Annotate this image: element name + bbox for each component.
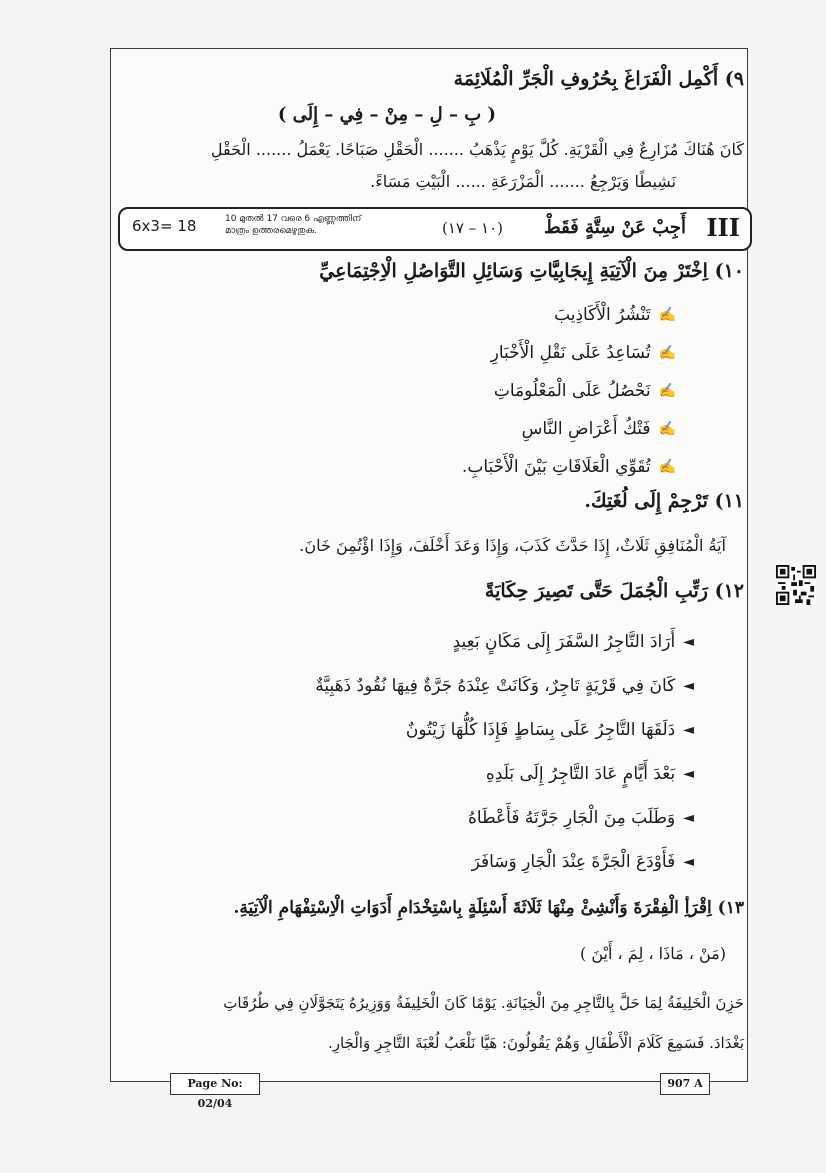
section-3-banner xyxy=(118,207,752,251)
triangle-icon: ◄ xyxy=(683,678,694,694)
qr-code-icon xyxy=(776,564,816,606)
q13-heading: ١٣) اِقْرَأِ الْفِقْرَةَ وَأَنْشِئْ مِنْهَا ثَلَاثَةَ أَسْئِلَةٍ بِاسْتِخْدَامِ أَدَوَاتِ الْاِسْتِفْهَامِ الْآتِيَةِ. xyxy=(233,898,744,918)
list-item: ◄ فَأَوْدَعَ الْجَرَّةَ عِنْدَ الْجَارِ وَسَافَرَ xyxy=(471,852,694,872)
q9-heading: ٩) أَكْمِل الْفَرَاغَ بِحُرُوفِ الْجَرِّ الْمُلَائِمَة xyxy=(453,68,744,90)
triangle-icon: ◄ xyxy=(683,854,694,870)
q13-line-2: بَغْدَادَ. فَسَمِعَ كَلَامَ الْأَطْفَالِ وَهُمْ يَقُولُونَ: هَيَّا نَلْعَبُ لُعْبَةَ التَّاجِرِ وَالْجَارِ. xyxy=(327,1034,744,1052)
pen-icon: ✍ xyxy=(658,307,676,323)
section-instruction-ml xyxy=(225,213,361,237)
q11-text: آيَةُ الْمُنَافِقِ ثَلَاثٌ، إِذَا حَدَّثَ كَذَبَ، وَإِذَا وَعَدَ أَخْلَفَ، وَإِذَا اؤْتُمِنَ خَانَ. xyxy=(299,536,726,555)
q9-options: ( بِ – لِ – مِنْ – فِي – إِلَى ) xyxy=(277,104,496,125)
list-item: ✍ نَحْصُلُ عَلَى الْمَعْلُومَاتِ xyxy=(493,381,676,401)
pen-icon: ✍ xyxy=(658,421,676,437)
list-item: ◄ كَانَ فِي قَرْيَةٍ تَاجِرٌ، وَكَانَتْ عِنْدَهُ جَرَّةٌ فِيهَا نُقُودٌ ذَهَبِيَّةٌ xyxy=(315,676,694,696)
q9-line-2: نَشِيطًا وَيَرْجِعُ ....... الْمَزْرَعَةِ ...... الْبَيْتِ مَسَاءً. xyxy=(370,172,676,191)
list-item: ✍ فَتْكُ أَعْرَاضِ النَّاسِ xyxy=(521,419,676,439)
pen-icon: ✍ xyxy=(658,459,676,475)
q9-line-1: كَانَ هُنَاكَ مُزَارِعٌ فِي الْقَرْيَةِ. كُلَّ يَوْمٍ يَذْهَبُ ....... الْحَقْلِ صَبَاحًا. يَعْمَلُ ....... الْحَقْلِ xyxy=(210,140,744,159)
q10-heading: ١٠) اِخْتَرْ مِنَ الْآتِيَةِ إِيجَابِيَّاتِ وَسَائِلِ التَّوَاصُلِ الْاِجْتِمَاعِيِّ xyxy=(319,260,744,282)
q11-heading: ١١) تَرْجِمْ إِلَى لُغَتِكَ. xyxy=(584,490,744,512)
section-instruction-ml-2: മാത്രം ഉത്തരമെഴുതുക. xyxy=(225,226,317,236)
list-item: ✍ تُقَوِّي الْعَلَاقَاتِ بَيْنَ الْأَحْبَابِ. xyxy=(461,457,676,477)
list-item: ◄ دَلَقَهَا التَّاجِرُ عَلَى بِسَاطٍ فَإِذَا كُلُّهَا زَيْتُونٌ xyxy=(405,720,694,740)
q13-tools: (مَنْ ، مَاذَا ، لِمَ ، أَيْنَ ) xyxy=(580,944,726,963)
list-item: ◄ أَرَادَ التَّاجِرُ السَّفَرَ إِلَى مَكَانٍ بَعِيدٍ xyxy=(452,632,694,652)
list-item: ✍ تُسَاعِدُ عَلَى نَقْلِ الْأَخْبَارِ xyxy=(490,343,676,363)
section-marks: 6x3= 18 xyxy=(132,217,197,235)
list-item: ◄ وَطَلَبَ مِنَ الْجَارِ جَرَّتَهُ فَأَعْطَاهُ xyxy=(468,808,694,828)
pen-icon: ✍ xyxy=(658,345,676,361)
page-frame xyxy=(110,48,748,1082)
q12-sentences xyxy=(315,620,694,884)
section-instruction-ml-1: 10 മുതൽ 17 വരെ 6 എണ്ണത്തിന് xyxy=(225,214,362,224)
q10-options xyxy=(462,296,676,486)
section-roman: III xyxy=(706,213,740,242)
triangle-icon: ◄ xyxy=(683,810,694,826)
q13-line-1: حَزِنَ الْخَلِيفَةُ لِمَا حَلَّ بِالتَّاجِرِ مِنَ الْخِيَانَةِ. يَوْمًا كَانَ الْخَلِيفَةُ وَوَزِيرُهُ يَتَجَوَّلَانِ فِي طُرُقَاتِ xyxy=(223,994,744,1012)
list-item: ✍ تَنْشُرُ الْأَكَاذِيبَ xyxy=(554,305,676,325)
pen-icon: ✍ xyxy=(658,383,676,399)
section-title: أَجِبْ عَنْ سِتَّةٍ فَقَطْ xyxy=(543,217,686,238)
list-item: ◄ بَعْدَ أَيَّامٍ عَادَ التَّاجِرُ إِلَى بَلَدِهِ xyxy=(485,764,694,784)
triangle-icon: ◄ xyxy=(683,722,694,738)
q12-heading: ١٢) رَتِّبِ الْجُمَلَ حَتَّى تَصِيرَ حِكَايَةً xyxy=(484,580,744,602)
triangle-icon: ◄ xyxy=(683,766,694,782)
section-range: (١٠ – ١٧) xyxy=(442,219,504,237)
triangle-icon: ◄ xyxy=(683,634,694,650)
paper-code-tag: 907 A xyxy=(660,1073,710,1095)
page-number-tag: Page No: 02/04 xyxy=(170,1073,260,1095)
